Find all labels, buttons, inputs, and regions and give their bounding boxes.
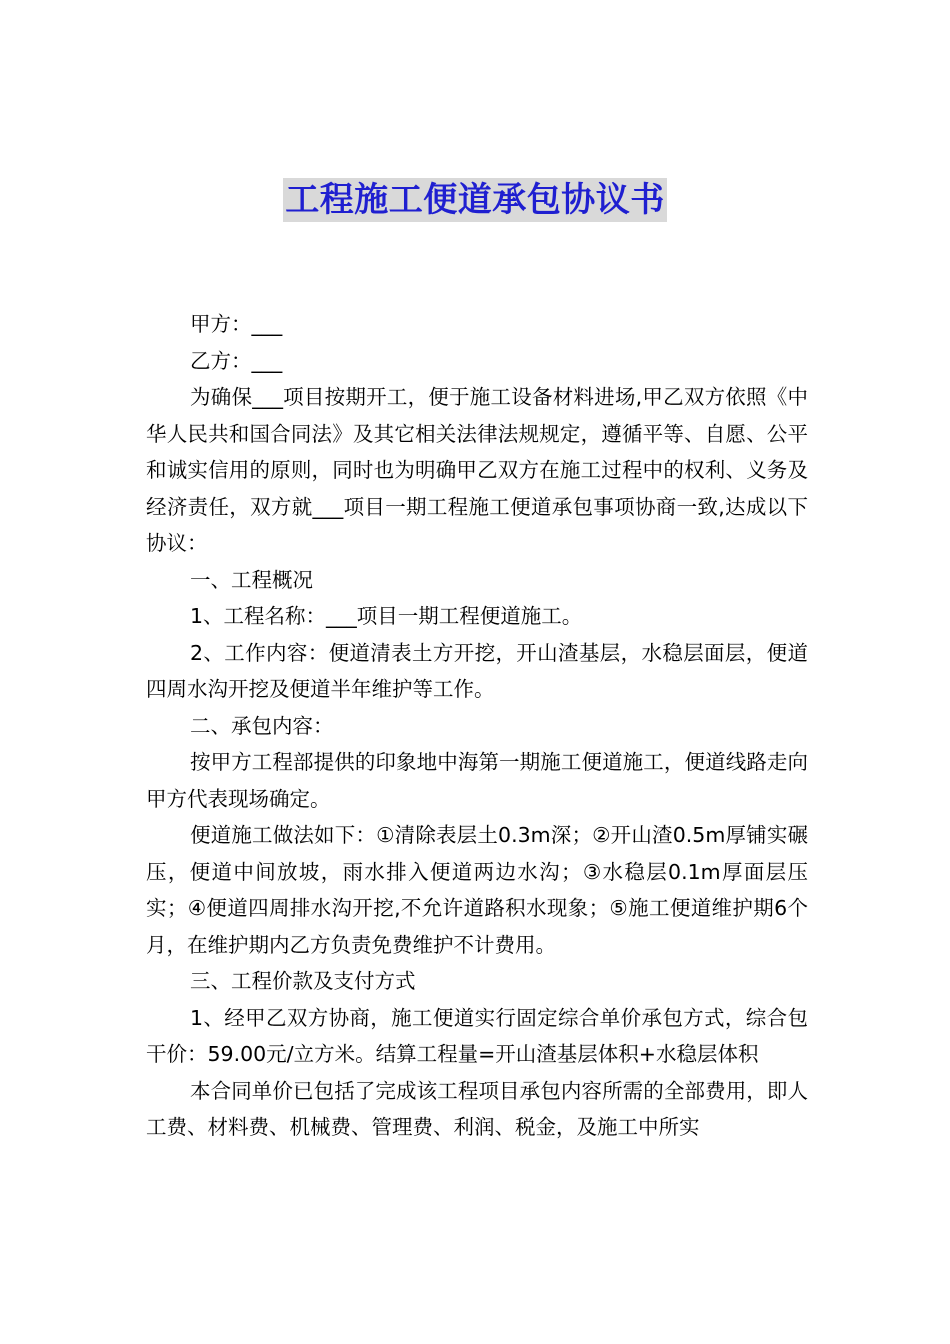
- scope-paragraph: 按甲方工程部提供的印象地中海第一期施工便道施工，便道线路走向甲方代表现场确定。: [146, 750, 808, 811]
- party-a-line: 甲方：___: [190, 312, 283, 336]
- document-body: [146, 306, 808, 1146]
- section-heading-payment: 三、工程价款及支付方式: [190, 969, 416, 993]
- price-inclusion-paragraph: 本合同单价已包括了完成该工程项目承包内容所需的全部费用，即人工费、材料费、机械费、管理费、利润、税金，及施工中所实: [146, 1078, 808, 1139]
- document-title: [0, 178, 950, 222]
- preamble-paragraph: 为确保___项目按期开工，便于施工设备材料进场,甲乙双方依照《中华人民共和国合同法》及其它相关法律法规规定，遵循平等、自愿、公平和诚实信用的原则，同时也为明确甲乙双方在施工过程中的权利、义务及经济责任，双方就___项目一期工程施工便道承包事项协商一致,达成以下协议：: [146, 385, 808, 555]
- construction-method-paragraph: 便道施工做法如下：①清除表层土0.3m深；②开山渣0.5m厚铺实碾压，便道中间放坡，雨水排入便道两边水沟；③水稳层0.1m厚面层压实；④便道四周排水沟开挖,不允许道路积水现象；⑤施工便道维护期6个月，在维护期内乙方负责免费维护不计费用。: [146, 823, 808, 957]
- section-heading-contract-scope: 二、承包内容：: [190, 713, 334, 738]
- section-heading-overview: 一、工程概况: [190, 567, 313, 592]
- document-title-text: 工程施工便道承包协议书: [285, 180, 665, 220]
- project-name-paragraph: 1、工程名称：___项目一期工程便道施工。: [190, 604, 583, 628]
- unit-price-paragraph: 1、经甲乙双方协商，施工便道实行固定综合单价承包方式，综合包干价：59.00元/立方米。结算工程量=开山渣基层体积+水稳层体积: [146, 1005, 808, 1066]
- party-b-line: 乙方：___: [190, 348, 283, 373]
- work-content-paragraph: 2、工作内容：便道清表土方开挖，开山渣基层，水稳层面层，便道四周水沟开挖及便道半年维护等工作。: [146, 640, 808, 701]
